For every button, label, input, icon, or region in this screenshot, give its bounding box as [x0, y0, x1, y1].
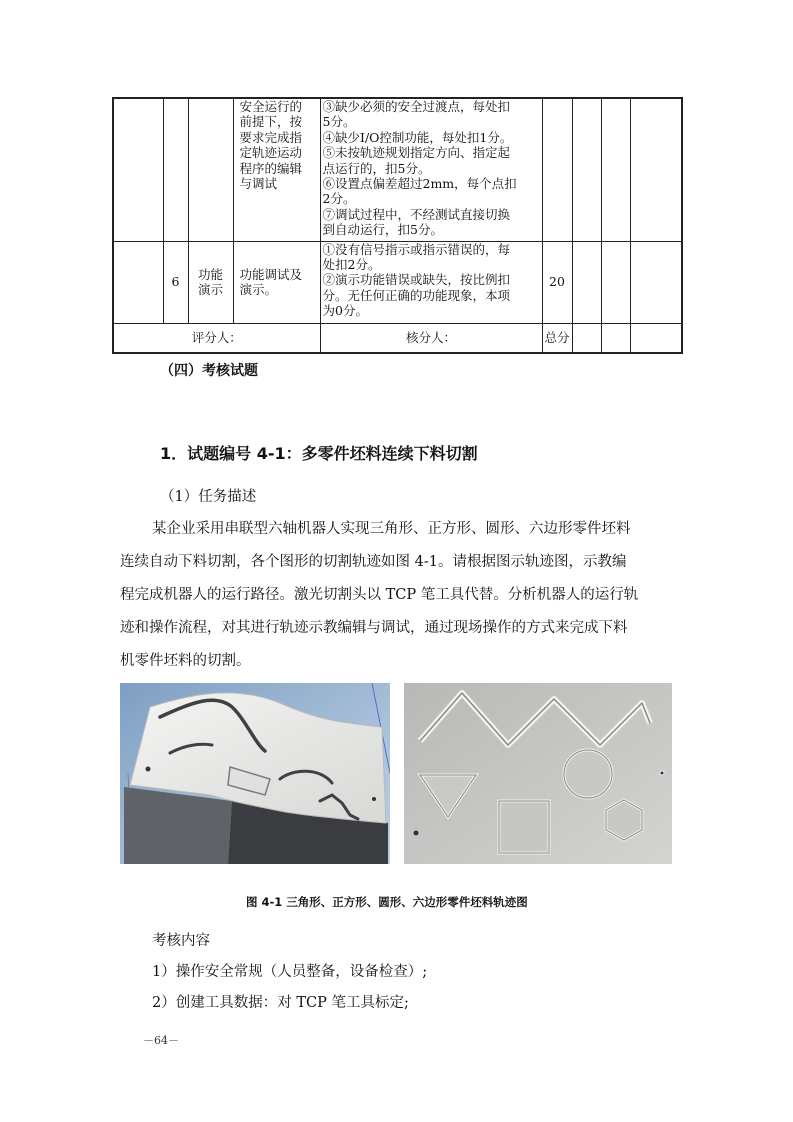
table-row	[113, 241, 682, 323]
section-heading: （四）考核试题	[160, 363, 258, 379]
grading-table	[112, 97, 683, 354]
table-footer-row	[113, 323, 682, 353]
item-number: 6	[163, 241, 188, 323]
grader-label: 评分人：	[113, 323, 320, 353]
figure-caption: 图 4-1 三角形、正方形、圆形、六边形零件坯料轨迹图	[246, 895, 528, 909]
page-number: －64－	[143, 1034, 179, 1047]
criteria-cell: ①没有信号指示或指示错误的，每 处扣2分。 ②演示功能错误或缺失，按比例扣 分。无任何正确的功能现象，本项 为0分。	[320, 241, 542, 323]
item-name: 功能 演示	[188, 241, 233, 323]
figure-3d-workpiece	[120, 683, 390, 864]
requirement-cell: 安全运行的 前提下，按 要求完成指 定轨迹运动 程序的编辑 与调试	[233, 98, 320, 241]
criteria-cell: ③缺少必须的安全过渡点，每处扣 5分。 ④缺少I/O控制功能，每处扣1分。 ⑤未按轨迹规划指定方向、指定起 点运行的，扣5分。 ⑥设置点偏差超过2mm，每个点扣 2分。 ⑦调试过程中，不经测试直接切换 到自动运行，扣5分。	[320, 98, 542, 241]
checker-label: 核分人：	[320, 323, 542, 353]
question-title: 1．试题编号 4-1：多零件坯料连续下料切割	[160, 444, 478, 463]
content-item: 2）创建工具数据：对 TCP 笔工具标定;	[152, 995, 409, 1011]
table-row	[113, 98, 682, 241]
content-heading: 考核内容	[152, 933, 210, 949]
task-heading: （1）任务描述	[160, 489, 257, 505]
score-value: 20	[542, 241, 572, 323]
requirement-cell: 功能调试及 演示。	[233, 241, 320, 323]
figure-flat-plate	[404, 683, 672, 864]
task-description: 某企业采用串联型六轴机器人实现三角形、正方形、圆形、六边形零件坯料 连续自动下料切割，各个图形的切割轨迹如图 4-1。请根据图示轨迹图，示教编 程完成机器人的运行路径。激光切割头以 TCP 笔工具代替。分析机器人的运行轨 迹和操作流程，对其进行轨迹示教编辑与调试，通过现场操作的方式来完成下料 机零件坯料的切割。	[120, 521, 639, 669]
content-item: 1）操作安全常规（人员整备，设备检查）;	[152, 964, 428, 980]
total-label: 总分	[542, 323, 572, 353]
